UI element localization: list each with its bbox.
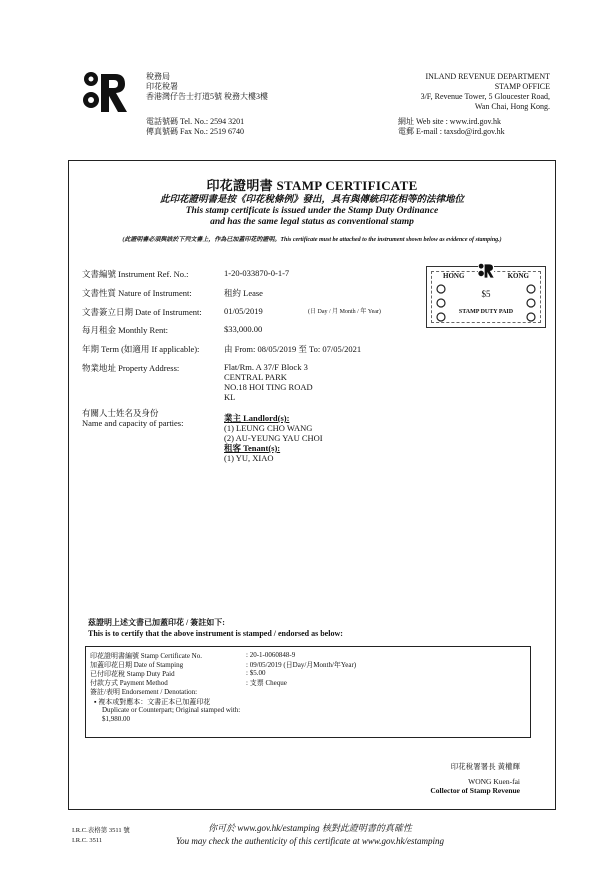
stamp-hong: HONG — [443, 272, 465, 280]
authenticity-zh: 你可於 www.gov.hk/estamping 核對此證明書的真確性 — [208, 823, 412, 833]
stamp-duty-box — [426, 266, 546, 328]
address-zh: 香港灣仔告士打道5號 稅務大樓3樓 — [146, 92, 268, 101]
fax: 傳真號碼 Fax No.: 2519 6740 — [146, 127, 244, 136]
ird-logo-icon — [82, 70, 128, 116]
stamp-kong: KONG — [507, 272, 529, 280]
ref-label: 文書編號 Instrument Ref. No.: — [82, 269, 189, 279]
stamp-date-value: : 09/05/2019 (日Day/月Month/年Year) — [246, 661, 357, 669]
address-line: NO.18 HOI TING ROAD — [224, 382, 313, 392]
parties-list — [224, 413, 323, 463]
cert-no-label: 印花證明書編號 Stamp Certificate No. — [90, 652, 202, 660]
dept-en: INLAND REVENUE DEPARTMENT — [425, 72, 550, 81]
address-en-2: Wan Chai, Hong Kong. — [474, 102, 550, 111]
collector-title-zh: 印花稅署署長 黃權輝 — [450, 762, 520, 771]
dept-zh: 稅務局 — [146, 72, 170, 81]
address-en-1: 3/F, Revenue Tower, 5 Gloucester Road, — [420, 92, 550, 101]
legal-en-1: This stamp certificate is issued under the Stamp Duty Ordinance — [185, 206, 439, 216]
stamp-amount: $5 — [481, 289, 491, 299]
address-line: CENTRAL PARK — [224, 372, 287, 382]
date-label: 文書簽立日期 Date of Instrument: — [82, 307, 202, 317]
legal-statement — [70, 195, 554, 228]
authenticity-en: You may check the authenticity of this certificate at www.gov.hk/estamping — [175, 836, 445, 846]
ref-value: 1-20-033870-0-1-7 — [224, 268, 290, 278]
legal-zh: 此印花證明書是按《印花稅條例》發出，具有與傳統印花相等的法律地位 — [159, 195, 464, 205]
payment-value: : 支票 Cheque — [246, 679, 287, 687]
form-number-en: I.R.C. 3511 — [72, 837, 103, 844]
office-zh: 印花稅署 — [146, 82, 178, 91]
stamp-caption: STAMP DUTY PAID — [458, 309, 514, 315]
form-number — [72, 826, 130, 846]
signature-block — [390, 762, 520, 795]
address-line: Flat/Rm. A 37/F Block 3 — [224, 362, 308, 372]
endorse-item-zh: ▪ 複本或對應本：文書正本已加蓋印花 — [94, 698, 211, 706]
form-number-zh: I.R.C.表格第 3511 號 — [72, 827, 130, 834]
parties-label — [82, 408, 183, 428]
contacts-left — [146, 117, 244, 137]
tenant-heading: 租客 Tenant(s): — [224, 443, 281, 453]
address-line: KL — [224, 392, 236, 402]
email: 電郵 E-mail : taxsdo@ird.gov.hk — [398, 127, 505, 136]
legal-note: (此證明書必須與該於下列文書上，作為已加蓋印花的證明。This certificate must be attached to the instrument shown below as evidence of stamping.) — [122, 237, 502, 243]
property-address — [224, 362, 313, 402]
landlord-item: (2) AU-YEUNG YAU CHOI — [224, 433, 323, 443]
endorse-label: 簽註/表明 Endorsement / Denotation: — [90, 688, 198, 696]
date-format: (日 Day / 月 Month / 年 Year) — [308, 309, 381, 315]
payment-label: 付款方式 Payment Method — [90, 679, 168, 687]
collector-name: WONG Kuen-fai — [468, 777, 520, 786]
endorse-item-en: Duplicate or Counterpart; Original stamped with: — [102, 706, 241, 714]
certify-en: This is to certify that the above instrument is stamped / endorsed as below: — [88, 629, 343, 638]
landlord-item: (1) LEUNG CHO WANG — [224, 423, 313, 433]
stamp-date-label: 加蓋印花日期 Date of Stamping — [90, 661, 184, 669]
office-en: STAMP OFFICE — [494, 82, 550, 91]
tenant-item: (1) YU, XIAO — [224, 453, 274, 463]
header-left — [146, 72, 268, 102]
cert-no-value: : 20-1-0060848-9 — [246, 651, 296, 659]
authenticity-note — [150, 822, 470, 848]
header-right — [380, 72, 550, 112]
nature-label: 文書性質 Nature of Instrument: — [82, 288, 192, 298]
endorse-amount: $1,980.00 — [102, 715, 130, 723]
website: 網址 Web site : www.ird.gov.hk — [398, 117, 501, 126]
term-value: 由 From: 08/05/2019 至 To: 07/05/2021 — [224, 344, 362, 354]
legal-en-2: and has the same legal status as conventional stamp — [210, 217, 414, 227]
nature-value: 租約 Lease — [224, 288, 263, 298]
stamp-logo-icon — [477, 263, 495, 279]
term-label: 年期 Term (如適用 If applicable): — [82, 344, 200, 354]
date-value: 01/05/2019 — [224, 306, 263, 316]
landlord-heading: 業主 Landlord(s): — [224, 413, 290, 423]
address-label: 物業地址 Property Address: — [82, 363, 180, 373]
tel: 電話號碼 Tel. No.: 2594 3201 — [146, 117, 245, 126]
certify-zh: 茲證明上述文書已加蓋印花 / 簽註如下: — [88, 618, 225, 627]
collector-title-en: Collector of Stamp Revenue — [430, 786, 520, 795]
contacts-right — [398, 117, 505, 137]
rent-label: 每月租金 Monthly Rent: — [82, 325, 168, 335]
duty-label: 已付印花稅 Stamp Duty Paid — [90, 670, 175, 678]
duty-value: : $5.00 — [246, 669, 266, 677]
parties-label-zh: 有關人士姓名及身份 — [82, 408, 159, 418]
rent-value: $33,000.00 — [224, 324, 263, 334]
certificate-title: 印花證明書 STAMP CERTIFICATE — [206, 178, 418, 193]
parties-label-en: Name and capacity of parties: — [82, 418, 184, 428]
